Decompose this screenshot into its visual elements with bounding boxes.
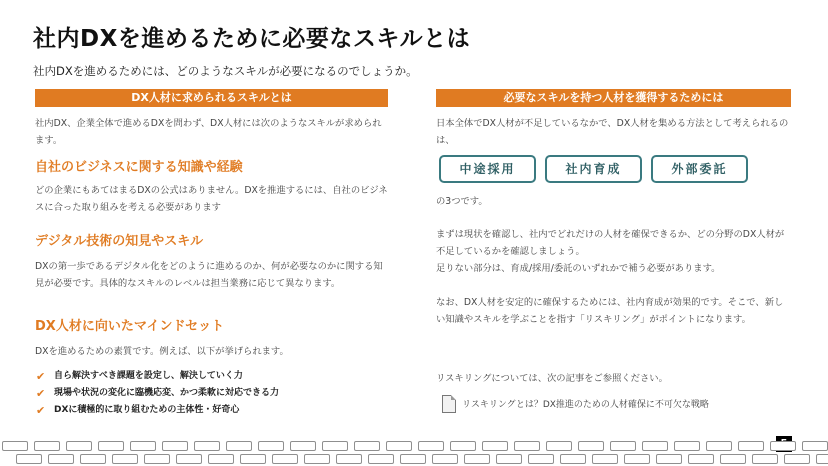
tape-cell bbox=[130, 441, 156, 451]
tape-cell bbox=[802, 441, 828, 451]
tape-cell bbox=[514, 441, 540, 451]
tape-cell bbox=[336, 454, 362, 464]
reskilling-article-link-label[interactable]: リスキリングとは？DX推進のための人材確保に不可欠な戦略 bbox=[462, 400, 709, 410]
paragraph-reskilling: なお、DX人材を安定的に確保するためには、社内育成が効果的です。そこで、新しい知識やスキルを学ぶことを指す「リスキリング」がポイントになります。 bbox=[436, 297, 784, 325]
tape-cell bbox=[34, 441, 60, 451]
left-intro: 社内DX、企業全体で進めるDXを問わず、DX人材には次のようなスキルが求められます。 bbox=[35, 118, 382, 146]
tape-cell bbox=[98, 441, 124, 451]
tape-cell bbox=[624, 454, 650, 464]
tape-cell bbox=[546, 441, 572, 451]
check-item bbox=[35, 385, 279, 402]
pill-mid-career-hiring[interactable]: 中途採用 bbox=[439, 155, 536, 183]
heading-mindset: DX人材に向いたマインドセット bbox=[35, 319, 225, 334]
tape-cell bbox=[706, 441, 732, 451]
tape-cell bbox=[752, 454, 778, 464]
tape-cell bbox=[226, 441, 252, 451]
heading-business-knowledge: 自社のビジネスに関する知識や経験 bbox=[35, 160, 243, 175]
right-intro: 日本全体でDX人材が不足しているなかで、DX人材を集める方法として考えられるのは、 bbox=[436, 118, 789, 146]
tape-cell bbox=[560, 454, 586, 464]
paragraph-reference: リスキリングについては、次の記事をご参照ください。 bbox=[436, 373, 668, 384]
page-title: 社内DXを進めるために必要なスキルとは bbox=[33, 26, 471, 52]
tape-cell bbox=[322, 441, 348, 451]
tape-cell bbox=[656, 454, 682, 464]
tape-cell bbox=[112, 454, 138, 464]
tape-cell bbox=[162, 441, 188, 451]
tape-cell bbox=[194, 441, 220, 451]
pill-internal-training[interactable]: 社内育成 bbox=[545, 155, 642, 183]
tape-cell bbox=[496, 454, 522, 464]
check-item-label: DXに積極的に取り組むための主体性・好奇心 bbox=[54, 405, 240, 415]
check-icon: ✔ bbox=[36, 370, 46, 383]
text-mindset: DXを進めるための素質です。例えば、以下が挙げられます。 bbox=[35, 346, 289, 357]
tape-cell bbox=[528, 454, 554, 464]
tape-cell bbox=[176, 454, 202, 464]
left-column bbox=[35, 89, 388, 417]
tape-cell bbox=[450, 441, 476, 451]
after-pills-text: の3つです。 bbox=[436, 196, 488, 207]
tape-cell bbox=[738, 441, 764, 451]
tape-cell bbox=[482, 441, 508, 451]
tape-cell bbox=[784, 454, 810, 464]
decorative-tape-border bbox=[0, 440, 828, 466]
tape-cell bbox=[432, 454, 458, 464]
tape-cell bbox=[272, 454, 298, 464]
pill-outsourcing[interactable]: 外部委託 bbox=[651, 155, 748, 183]
tape-cell bbox=[688, 454, 714, 464]
tape-cell bbox=[816, 454, 828, 464]
right-column bbox=[436, 89, 791, 410]
heading-digital-skills: デジタル技術の知見やスキル bbox=[35, 234, 204, 249]
tape-cell bbox=[592, 454, 618, 464]
tape-cell bbox=[770, 441, 796, 451]
tape-cell bbox=[2, 441, 28, 451]
tape-cell bbox=[16, 454, 42, 464]
text-digital-skills: DXの第一歩であるデジタル化をどのように進めるのか、何が必要なのかに関する知見が必要です。具体的なスキルのレベルは担当業務に応じて異なります。 bbox=[35, 261, 383, 289]
tape-cell bbox=[400, 454, 426, 464]
tape-cell bbox=[240, 454, 266, 464]
check-icon: ✔ bbox=[36, 387, 46, 400]
check-icon: ✔ bbox=[36, 404, 46, 417]
mindset-check-list bbox=[35, 368, 279, 419]
tape-cell bbox=[258, 441, 284, 451]
tape-cell bbox=[304, 454, 330, 464]
tape-cell bbox=[386, 441, 412, 451]
paragraph-check-status: まずは現状を確認し、社内でどれだけの人材を確保できるか、どの分野のDX人材が不足しているかを確認しましょう。 bbox=[436, 229, 785, 257]
paragraph-fill-gaps: 足りない部分は、育成/採用/委託のいずれかで補う必要があります。 bbox=[436, 263, 721, 274]
tape-cell bbox=[144, 454, 170, 464]
left-section-bar: DX人材に求められるスキルとは bbox=[35, 89, 388, 107]
tape-cell bbox=[464, 454, 490, 464]
tape-cell bbox=[418, 441, 444, 451]
tape-cell bbox=[208, 454, 234, 464]
tape-cell bbox=[354, 441, 380, 451]
tape-cell bbox=[610, 441, 636, 451]
tape-cell bbox=[578, 441, 604, 451]
tape-cell bbox=[290, 441, 316, 451]
tape-cell bbox=[48, 454, 74, 464]
tape-cell bbox=[674, 441, 700, 451]
check-item bbox=[35, 402, 279, 419]
tape-cell bbox=[368, 454, 394, 464]
tape-cell bbox=[642, 441, 668, 451]
tape-cell bbox=[66, 441, 92, 451]
check-item-label: 自ら解決すべき課題を設定し、解決していく力 bbox=[54, 371, 243, 381]
tape-cell bbox=[80, 454, 106, 464]
document-icon bbox=[442, 395, 456, 413]
page-subtitle: 社内DXを進めるためには、どのようなスキルが必要になるのでしょうか。 bbox=[33, 64, 418, 78]
tape-cell bbox=[720, 454, 746, 464]
right-section-bar: 必要なスキルを持つ人材を獲得するためには bbox=[436, 89, 791, 107]
check-item-label: 現場や状況の変化に臨機応変、かつ柔軟に対応できる力 bbox=[54, 388, 280, 398]
method-pills bbox=[439, 155, 794, 183]
text-business-knowledge: どの企業にもあてはまるDXの公式はありません。DXを推進するには、自社のビジネスに合った取り組みを考える必要があります bbox=[35, 185, 388, 213]
check-item bbox=[35, 368, 279, 385]
